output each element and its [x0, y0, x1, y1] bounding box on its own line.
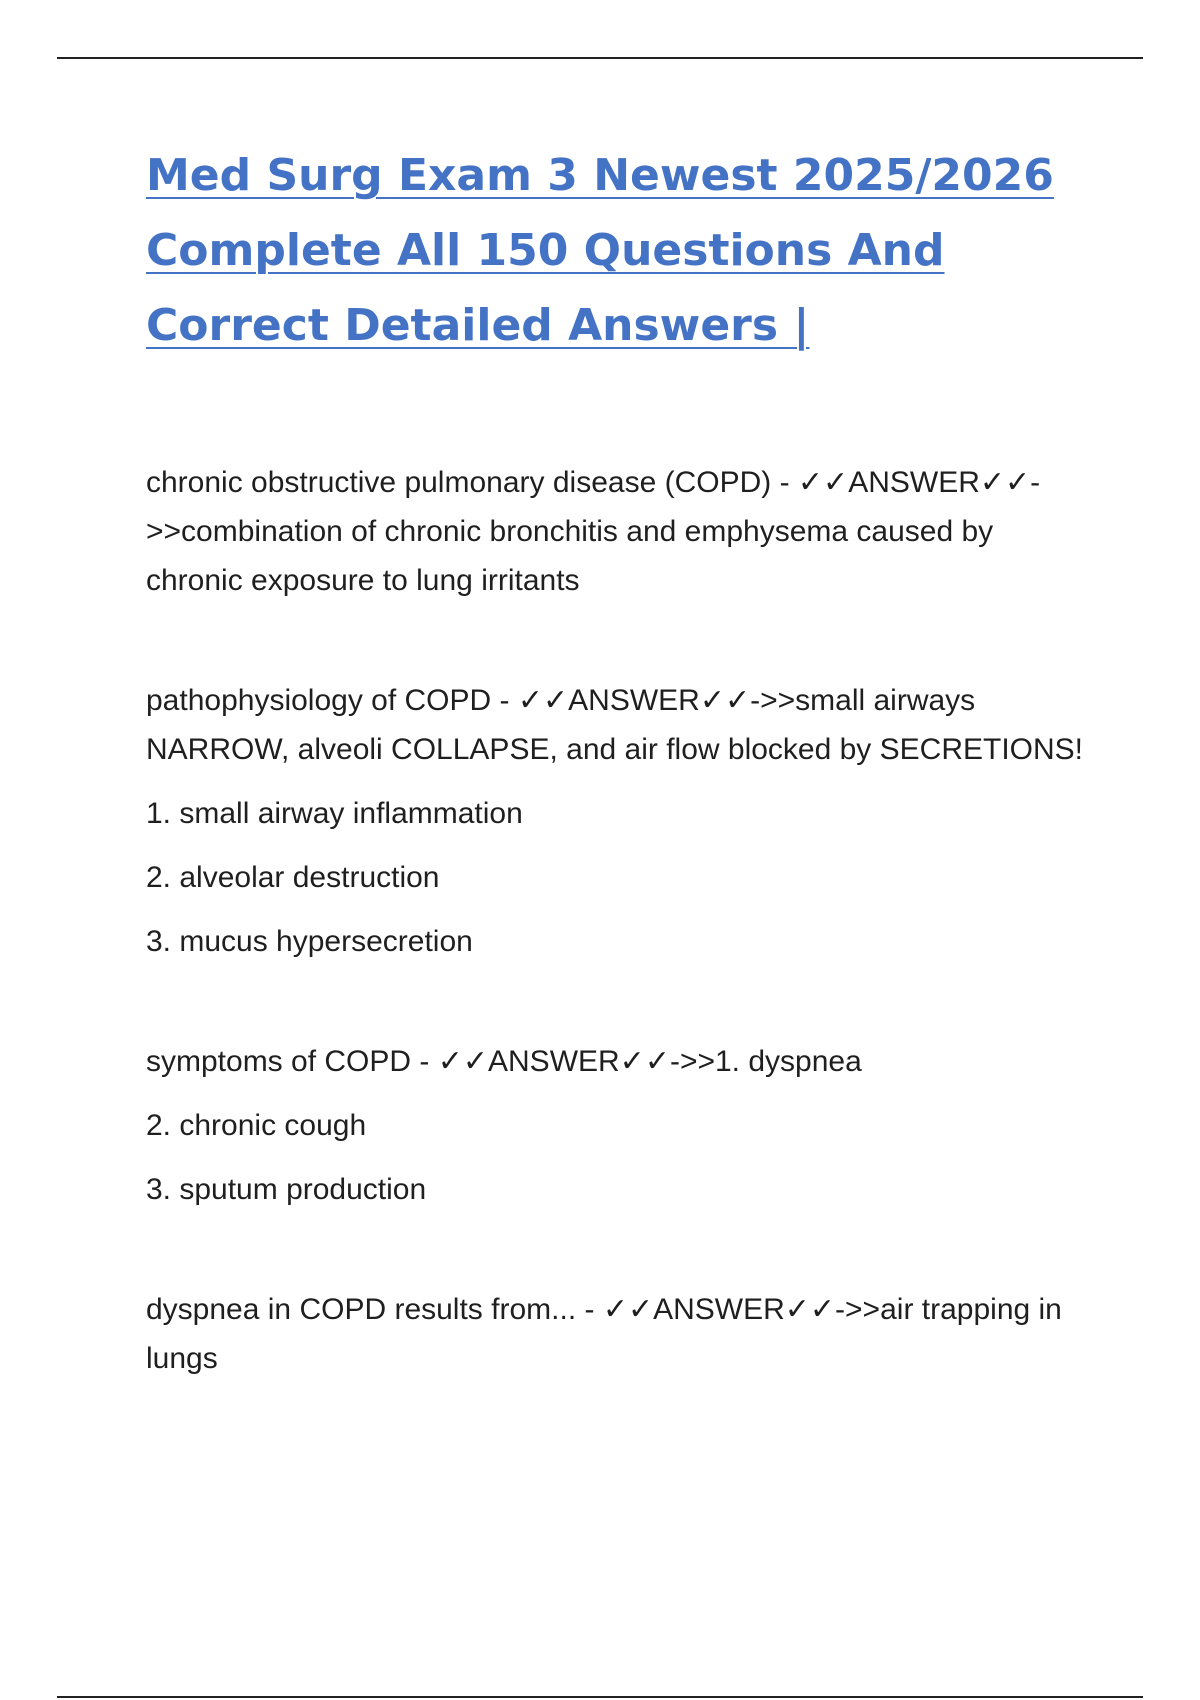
list-item: 1. small airway inflammation: [146, 797, 523, 830]
qa-list: [146, 458, 1086, 1383]
qa-term: symptoms of COPD: [146, 1045, 412, 1078]
qa-answer: combination of chronic bronchitis and emphysema caused by chronic exposure to lung irritants: [146, 515, 994, 597]
qa-entry: [146, 676, 1086, 966]
answer-marker: ✓✓ANSWER✓✓->>: [517, 684, 796, 717]
title-line: Complete All 150 Questions And: [146, 225, 945, 276]
footer-rule: [57, 1696, 1143, 1698]
qa-separator: -: [491, 684, 518, 717]
list-item: 3. mucus hypersecretion: [146, 925, 473, 958]
qa-question: [146, 1285, 1086, 1383]
list-item: 3. sputum production: [146, 1173, 427, 1206]
title-line: Correct Detailed Answers |: [146, 300, 810, 351]
answer-marker: ✓✓ANSWER✓✓->>: [602, 1293, 881, 1326]
qa-separator: -: [411, 1045, 438, 1078]
qa-entry: [146, 458, 1086, 605]
qa-term: pathophysiology of COPD: [146, 684, 492, 717]
qa-entry: [146, 1285, 1086, 1383]
document-title[interactable]: [146, 138, 1086, 363]
qa-separator: -: [576, 1293, 603, 1326]
qa-term: chronic obstructive pulmonary disease (COPD): [146, 466, 772, 499]
qa-answer: 1. dyspnea: [715, 1045, 862, 1078]
qa-question: [146, 676, 1086, 774]
answer-marker: ✓✓ANSWER✓✓->>: [437, 1045, 715, 1078]
answer-marker: ✓✓ANSWER✓✓->>: [146, 466, 1041, 548]
header-rule: [57, 57, 1143, 59]
qa-entry: [146, 1037, 1086, 1214]
document-body: [146, 138, 1086, 1383]
title-line: Med Surg Exam 3 Newest 2025/2026: [146, 150, 1054, 201]
qa-term: dyspnea in COPD results from...: [146, 1293, 577, 1326]
qa-question: [146, 1037, 1086, 1086]
list-item: 2. alveolar destruction: [146, 861, 440, 894]
list-item: 2. chronic cough: [146, 1109, 367, 1142]
qa-question: [146, 458, 1086, 605]
qa-answer: air trapping in lungs: [146, 1293, 1062, 1375]
qa-answer: small airways NARROW, alveoli COLLAPSE, and air flow blocked by SECRETIONS!: [146, 684, 1084, 766]
qa-separator: -: [771, 466, 798, 499]
